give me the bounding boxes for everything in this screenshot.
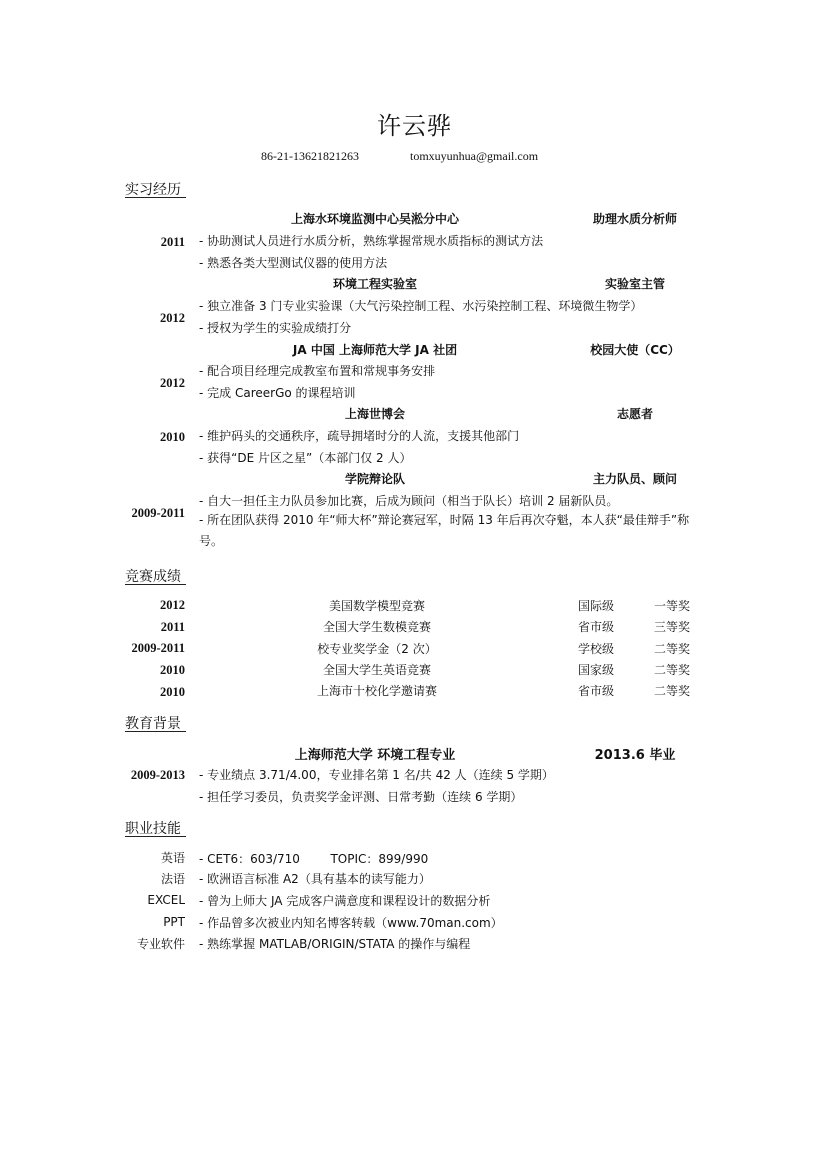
competition-name: 校专业奖学金（2 次）: [317, 642, 437, 656]
competition-year: 2012: [160, 598, 185, 612]
competition-level: 国际级: [577, 599, 614, 613]
skill-text: - 欧洲语言标准 A2（具有基本的读写能力）: [199, 870, 431, 887]
experience-org: 学院辩论队: [344, 472, 405, 486]
experience-bullet: - 熟悉各类大型测试仪器的使用方法: [199, 254, 387, 271]
experience-org: 环境工程实验室: [332, 277, 417, 291]
competition-level: 省市级: [577, 620, 614, 634]
experience-year: 2009-2011: [131, 506, 185, 520]
skill-label: 专业软件: [136, 937, 185, 951]
experience-bullet: - 获得“DE 片区之星”（本部门仅 2 人）: [199, 449, 412, 466]
experience-year: 2012: [160, 311, 185, 325]
competition-name: 全国大学生数模竞赛: [322, 620, 431, 634]
experience-year: 2011: [160, 235, 185, 249]
education-bullet: - 专业绩点 3.71/4.00，专业排名第 1 名/共 42 人（连续 5 学期）: [199, 766, 554, 783]
competition-year: 2010: [160, 685, 185, 699]
phone-number: 86-21-13621821263: [261, 149, 359, 163]
education-school: 上海师范大学 环境工程专业: [294, 748, 456, 763]
competition-name: 美国数学模型竞赛: [328, 599, 425, 613]
experience-bullet: - 独立准备 3 门专业实验课（大气污染控制工程、水污染控制工程、环境微生物学）: [199, 297, 642, 314]
skill-text: - CET6：603/710 TOPIC：899/990: [199, 850, 428, 867]
competition-award: 二等奖: [653, 663, 690, 677]
experience-bullet: - 维护码头的交通秩序，疏导拥堵时分的人流，支援其他部门: [199, 427, 519, 444]
experience-bullet: - 所在团队获得 2010 年“师大杯”辩论赛冠军，时隔 13 年后再次夺魁，本人获“最佳辩手”称号。: [199, 510, 704, 552]
skill-label: 英语: [160, 851, 185, 865]
section-underline: [125, 197, 186, 198]
competition-level: 国家级: [577, 663, 614, 677]
section-title-competition: 竞赛成绩: [125, 569, 181, 585]
experience-role: 实验室主管: [604, 277, 665, 291]
competition-level: 省市级: [577, 684, 614, 698]
section-title-internship: 实习经历: [125, 182, 181, 198]
experience-org: 上海水环境监测中心吴淞分中心: [290, 212, 459, 226]
experience-role: 校园大使（CC）: [590, 343, 680, 357]
competition-name: 上海市十校化学邀请赛: [316, 684, 437, 698]
competition-name: 全国大学生英语竞赛: [322, 663, 431, 677]
competition-year: 2009-2011: [131, 641, 185, 655]
email-address: tomxuyunhua@gmail.com: [410, 149, 539, 163]
skill-text: - 曾为上师大 JA 完成客户满意度和课程设计的数据分析: [199, 892, 490, 909]
education-bullet: - 担任学习委员，负责奖学金评测、日常考勤（连续 6 学期）: [199, 788, 522, 805]
skill-label: EXCEL: [147, 893, 185, 907]
skill-label: PPT: [163, 915, 185, 929]
section-title-skills: 职业技能: [125, 821, 181, 837]
competition-year: 2010: [160, 663, 185, 677]
competition-award: 三等奖: [653, 620, 690, 634]
experience-bullet: - 配合项目经理完成教室布置和常规事务安排: [199, 362, 435, 379]
experience-org: 上海世博会: [344, 407, 405, 421]
section-underline: [125, 836, 186, 837]
competition-award: 二等奖: [653, 642, 690, 656]
skill-text: - 熟练掌握 MATLAB/ORIGIN/STATA 的操作与编程: [199, 935, 470, 952]
section-underline: [125, 731, 186, 732]
education-year: 2009-2013: [130, 768, 185, 782]
experience-bullet: - 自大一担任主力队员参加比赛，后成为顾问（相当于队长）培训 2 届新队员。: [199, 492, 618, 509]
experience-role: 志愿者: [616, 407, 653, 421]
experience-org: JA 中国 上海师范大学 JA 社团: [292, 343, 458, 357]
competition-level: 学校级: [577, 642, 614, 656]
experience-year: 2010: [160, 430, 185, 444]
competition-year: 2011: [160, 620, 185, 634]
education-graduation: 2013.6 毕业: [594, 748, 676, 763]
experience-bullet: - 完成 CareerGo 的课程培训: [199, 384, 356, 401]
section-underline: [125, 584, 186, 585]
experience-bullet: - 协助测试人员进行水质分析，熟练掌握常规水质指标的测试方法: [199, 232, 543, 249]
section-title-education: 教育背景: [125, 716, 181, 732]
skill-text: - 作品曾多次被业内知名博客转载（www.70man.com）: [199, 914, 503, 931]
competition-award: 二等奖: [653, 684, 690, 698]
skill-label: 法语: [160, 872, 185, 886]
resume-name: 许云骅: [377, 112, 452, 140]
competition-award: 一等奖: [653, 599, 690, 613]
experience-year: 2012: [160, 376, 185, 390]
experience-role: 助理水质分析师: [592, 212, 677, 226]
experience-bullet: - 授权为学生的实验成绩打分: [199, 319, 351, 336]
experience-role: 主力队员、顾问: [592, 472, 677, 486]
